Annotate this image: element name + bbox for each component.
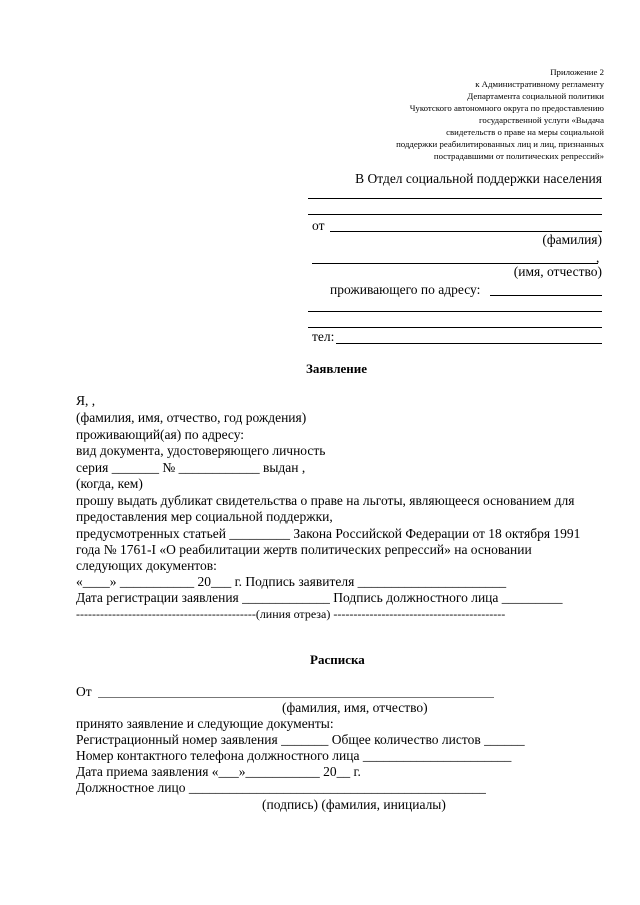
statement-line: года № 1761-I «О реабилитации жертв политических репрессий» на основании	[76, 542, 532, 557]
blank-line[interactable]	[308, 214, 602, 215]
receipt-fio-field[interactable]	[98, 697, 494, 698]
statement-line: проживающий(ая) по адресу:	[76, 427, 245, 442]
blank-line[interactable]	[308, 311, 602, 312]
statement-line: (когда, кем)	[76, 476, 143, 491]
statement-line: предоставления мер социальной поддержки,	[76, 509, 333, 524]
receipt-title: Расписка	[310, 652, 365, 667]
receipt-fio-caption: (фамилия, имя, отчество)	[282, 700, 428, 715]
statement-line: Дата регистрации заявления _____________ Подпись должностного лица _________	[76, 590, 563, 605]
appendix-line: пострадавшими от политических репрессий»	[433, 151, 604, 161]
signature-caption: (подпись) (фамилия, инициалы)	[262, 797, 446, 812]
statement-line: Я, ,	[76, 393, 96, 408]
statement-line: серия _______ № ____________ выдан ,	[76, 460, 306, 475]
blank-line[interactable]	[308, 327, 602, 328]
appendix-line: государственной услуги «Выдача	[478, 115, 604, 125]
appendix-line: свидетельств о праве на меры социальной	[446, 127, 604, 137]
receipt-line: принято заявление и следующие документы:	[76, 716, 334, 731]
statement-line: прошу выдать дубликат свидетельства о праве на льготы, являющееся основанием для	[76, 493, 575, 508]
address-label: проживающего по адресу:	[330, 282, 481, 297]
statement-line: вид документа, удостоверяющего личность	[76, 443, 326, 458]
from-label: от	[312, 218, 325, 233]
statement-line: следующих документов:	[76, 558, 217, 573]
statement-line: (фамилия, имя, отчество, год рождения)	[76, 410, 307, 425]
addressee-to: В Отдел социальной поддержки населения	[355, 171, 602, 186]
address-field[interactable]	[490, 295, 602, 296]
receipt-line: Номер контактного телефона должностного лица ______________________	[76, 748, 512, 763]
name-caption: (имя, отчество)	[513, 264, 602, 279]
receipt-line: Регистрационный номер заявления _______ Общее количество листов ______	[76, 732, 525, 747]
appendix-line: к Административному регламенту	[475, 79, 604, 89]
blank-line[interactable]	[308, 198, 602, 199]
phone-label: тел:	[312, 329, 335, 344]
appendix-line: Департамента социальной политики	[467, 91, 604, 101]
comma: ,	[596, 250, 600, 265]
appendix-line: Приложение 2	[550, 67, 604, 77]
statement-title: Заявление	[306, 361, 368, 376]
surname-caption: (фамилия)	[542, 232, 602, 247]
phone-field[interactable]	[336, 343, 602, 344]
statement-line: предусмотренных статьей _________ Закона Российской Федерации от 18 октября 1991	[76, 526, 581, 541]
statement-line: «____» ___________ 20___ г. Подпись заявителя ______________________	[76, 574, 507, 589]
receipt-line: Должностное лицо ____________________________________________	[76, 780, 486, 795]
receipt-from-label: От	[76, 684, 92, 699]
receipt-line: Дата приема заявления «___»___________ 20__ г.	[76, 764, 361, 779]
appendix-line: Чукотского автономного округа по предоставлению	[409, 103, 604, 113]
appendix-line: поддержки реабилитированных лиц и лиц, признанных	[396, 139, 604, 149]
cut-line: ---------------------------------------------(линия отреза) -------------------------------------------	[76, 607, 506, 621]
